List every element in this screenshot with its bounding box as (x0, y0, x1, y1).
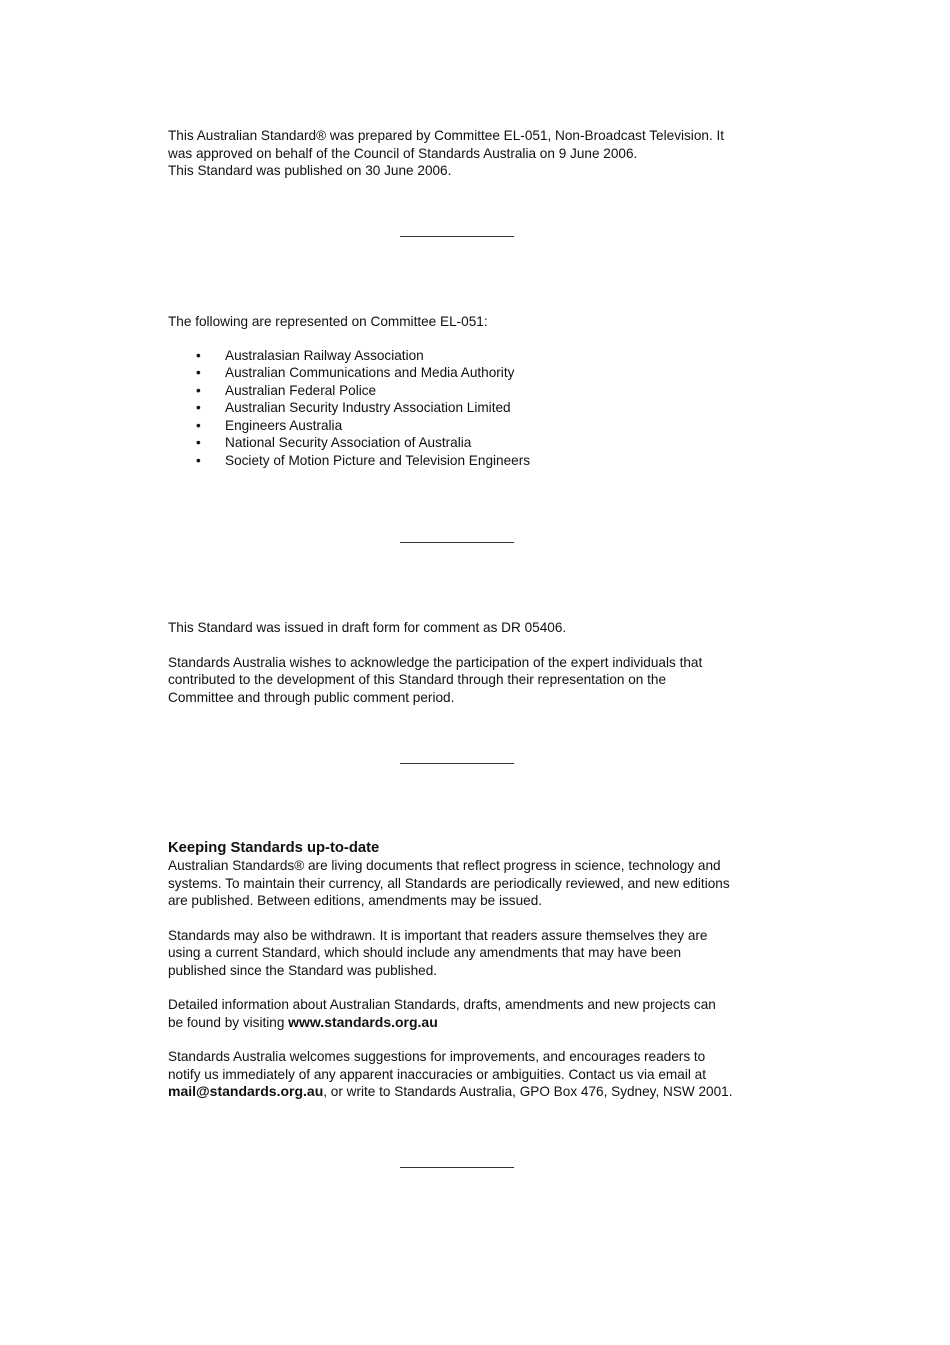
paragraph-living-documents (168, 857, 768, 910)
bullet-icon: • (196, 382, 201, 398)
paragraph-line: Standards may also be withdrawn. It is important that readers assure themselves they are (168, 927, 708, 943)
draft-issued-text: This Standard was issued in draft form for comment as DR 05406. (168, 620, 567, 635)
paragraph-line (168, 1014, 768, 1032)
paragraph-line: published since the Standard was published. (168, 962, 438, 978)
paragraph-line (168, 1083, 768, 1101)
member-name: National Security Association of Australia (225, 435, 472, 450)
member-name: Engineers Australia (225, 417, 343, 433)
up-to-date-section (168, 839, 768, 1101)
acknowledgement-line: Standards Australia wishes to acknowledge the participation of the expert individuals that (168, 654, 703, 670)
paragraph-withdrawn (168, 927, 768, 980)
committee-section (168, 313, 768, 469)
paragraph-line: Detailed information about Australian Standards, drafts, amendments and new projects can (168, 997, 716, 1012)
list-item (168, 347, 768, 365)
publication-line: This Standard was published on 30 June 2006. (168, 163, 452, 178)
paragraph-line: using a current Standard, which should include any amendments that may have been (168, 945, 682, 960)
section-heading: Keeping Standards up-to-date (168, 840, 380, 856)
preparation-line-1: This Australian Standard® was prepared by Committee EL-051, Non-Broadcast Television. It (168, 128, 725, 143)
committee-member-list (168, 347, 768, 470)
list-item (168, 382, 768, 400)
committee-intro: The following are represented on Committee EL-051: (168, 314, 488, 329)
paragraph-line: notify us immediately of any apparent inaccuracies or ambiguities. Contact us via email at (168, 1066, 706, 1082)
website-link[interactable]: www.standards.org.au (288, 1013, 438, 1030)
text-span: be found by visiting (168, 1014, 289, 1030)
section-divider (400, 763, 514, 764)
text-span: , or write to Standards Australia, GPO Box 476, Sydney, NSW 2001. (323, 1084, 733, 1099)
member-name: Australasian Railway Association (225, 347, 424, 363)
acknowledgement-line: Committee and through public comment period. (168, 689, 455, 705)
preparation-line-2: was approved on behalf of the Council of Standards Australia on 9 June 2006. (168, 145, 638, 161)
member-name: Australian Communications and Media Authority (225, 365, 515, 380)
bullet-icon: • (196, 452, 201, 468)
list-item (168, 434, 768, 452)
list-item (168, 364, 768, 382)
list-item (168, 417, 768, 435)
paragraph-line: systems. To maintain their currency, all Standards are periodically reviewed, and new editions (168, 875, 730, 891)
paragraph-information (168, 996, 768, 1031)
section-divider (400, 542, 514, 543)
paragraph-line: are published. Between editions, amendments may be issued. (168, 893, 543, 908)
acknowledgement-line: contributed to the development of this Standard through their representation on the (168, 672, 667, 687)
bullet-icon: • (196, 400, 201, 415)
bullet-icon: • (196, 347, 201, 363)
section-divider (400, 236, 514, 237)
bullet-icon: • (196, 365, 201, 380)
email-link[interactable]: mail@standards.org.au (168, 1083, 324, 1099)
preparation-notice (168, 127, 768, 180)
bullet-icon: • (196, 417, 201, 433)
member-name: Society of Motion Picture and Television Engineers (225, 452, 531, 468)
section-divider (400, 1167, 514, 1168)
member-name: Australian Federal Police (225, 382, 377, 398)
paragraph-line: Standards Australia welcomes suggestions for improvements, and encourages readers to (168, 1049, 706, 1064)
paragraph-suggestions (168, 1048, 768, 1101)
acknowledgement-paragraph (168, 654, 768, 707)
list-item (168, 399, 768, 417)
paragraph-line: Australian Standards® are living documents that reflect progress in science, technology and (168, 858, 721, 873)
list-item (168, 452, 768, 470)
draft-section (168, 619, 768, 706)
bullet-icon: • (196, 435, 201, 450)
member-name: Australian Security Industry Association Limited (225, 400, 511, 415)
